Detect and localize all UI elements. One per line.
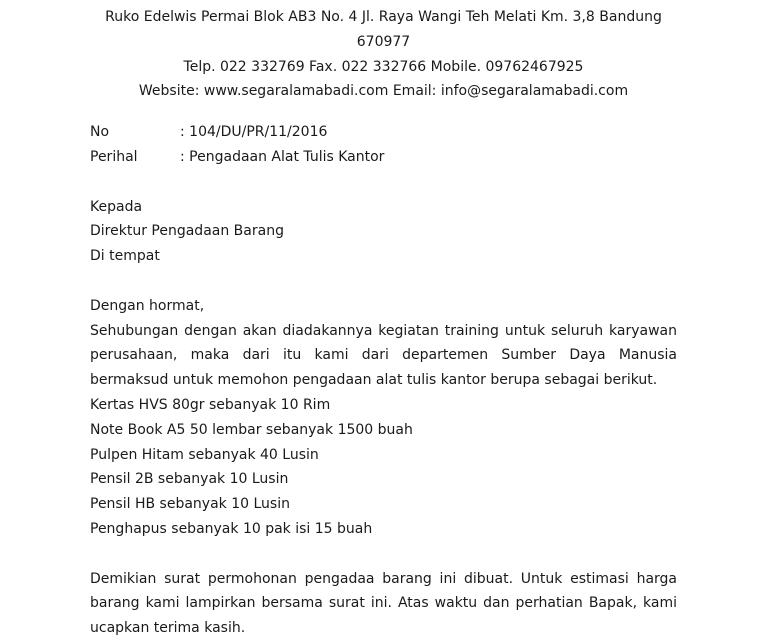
- letter-page: [90, 5, 677, 641]
- web-email-line: Website: www.segaralamabadi.com Email: info@segaralamabadi.com: [138, 83, 629, 100]
- phone-line: Telp. 022 332769 Fax. 022 332766 Mobile. 09762467925: [183, 58, 584, 75]
- number-label: No: [90, 124, 110, 141]
- address-line: Ruko Edelwis Permai Blok AB3 No. 4 Jl. Raya Wangi Teh Melati Km. 3,8 Bandung: [105, 9, 662, 25]
- letterhead: [90, 5, 677, 104]
- list-item: Pulpen Hitam sebanyak 40 Lusin: [90, 446, 319, 463]
- subject-row: [90, 145, 677, 170]
- subject-label: Perihal: [90, 148, 138, 165]
- recipient-name: Direktur Pengadaan Barang: [90, 223, 284, 240]
- subject-value: : Pengadaan Alat Tulis Kantor: [180, 148, 385, 165]
- recipient-block: [90, 195, 677, 269]
- intro-paragraph: Sehubungan dengan akan diadakannya kegiatan training untuk seluruh karyawan perusahaan, maka dari itu kami dari departemen Sumber Daya Manusia bermaksud untuk memohon pengadaan alat tulis kantor berupa sebagai berikut.: [90, 322, 677, 389]
- postal-code: 670977: [356, 33, 411, 50]
- list-item: Pensil 2B sebanyak 10 Lusin: [90, 471, 289, 488]
- number-value: : 104/DU/PR/11/2016: [180, 124, 328, 141]
- letter-body: [90, 294, 677, 641]
- recipient-place: Di tempat: [90, 248, 160, 265]
- closing-paragraph: Demikian surat permohonan pengadaa barang ini dibuat. Untuk estimasi harga barang kami lampirkan bersama surat ini. Atas waktu dan perhatian Bapak, kami ucapkan terima kasih.: [90, 570, 677, 637]
- greeting: Dengan hormat,: [90, 297, 205, 314]
- list-item: Penghapus sebanyak 10 pak isi 15 buah: [90, 520, 373, 537]
- recipient-kepada: Kepada: [90, 198, 143, 215]
- list-item: Pensil HB sebanyak 10 Lusin: [90, 496, 290, 513]
- letter-number-row: [90, 120, 677, 145]
- list-item: Kertas HVS 80gr sebanyak 10 Rim: [90, 396, 331, 413]
- list-item: Note Book A5 50 lembar sebanyak 1500 buah: [90, 421, 413, 438]
